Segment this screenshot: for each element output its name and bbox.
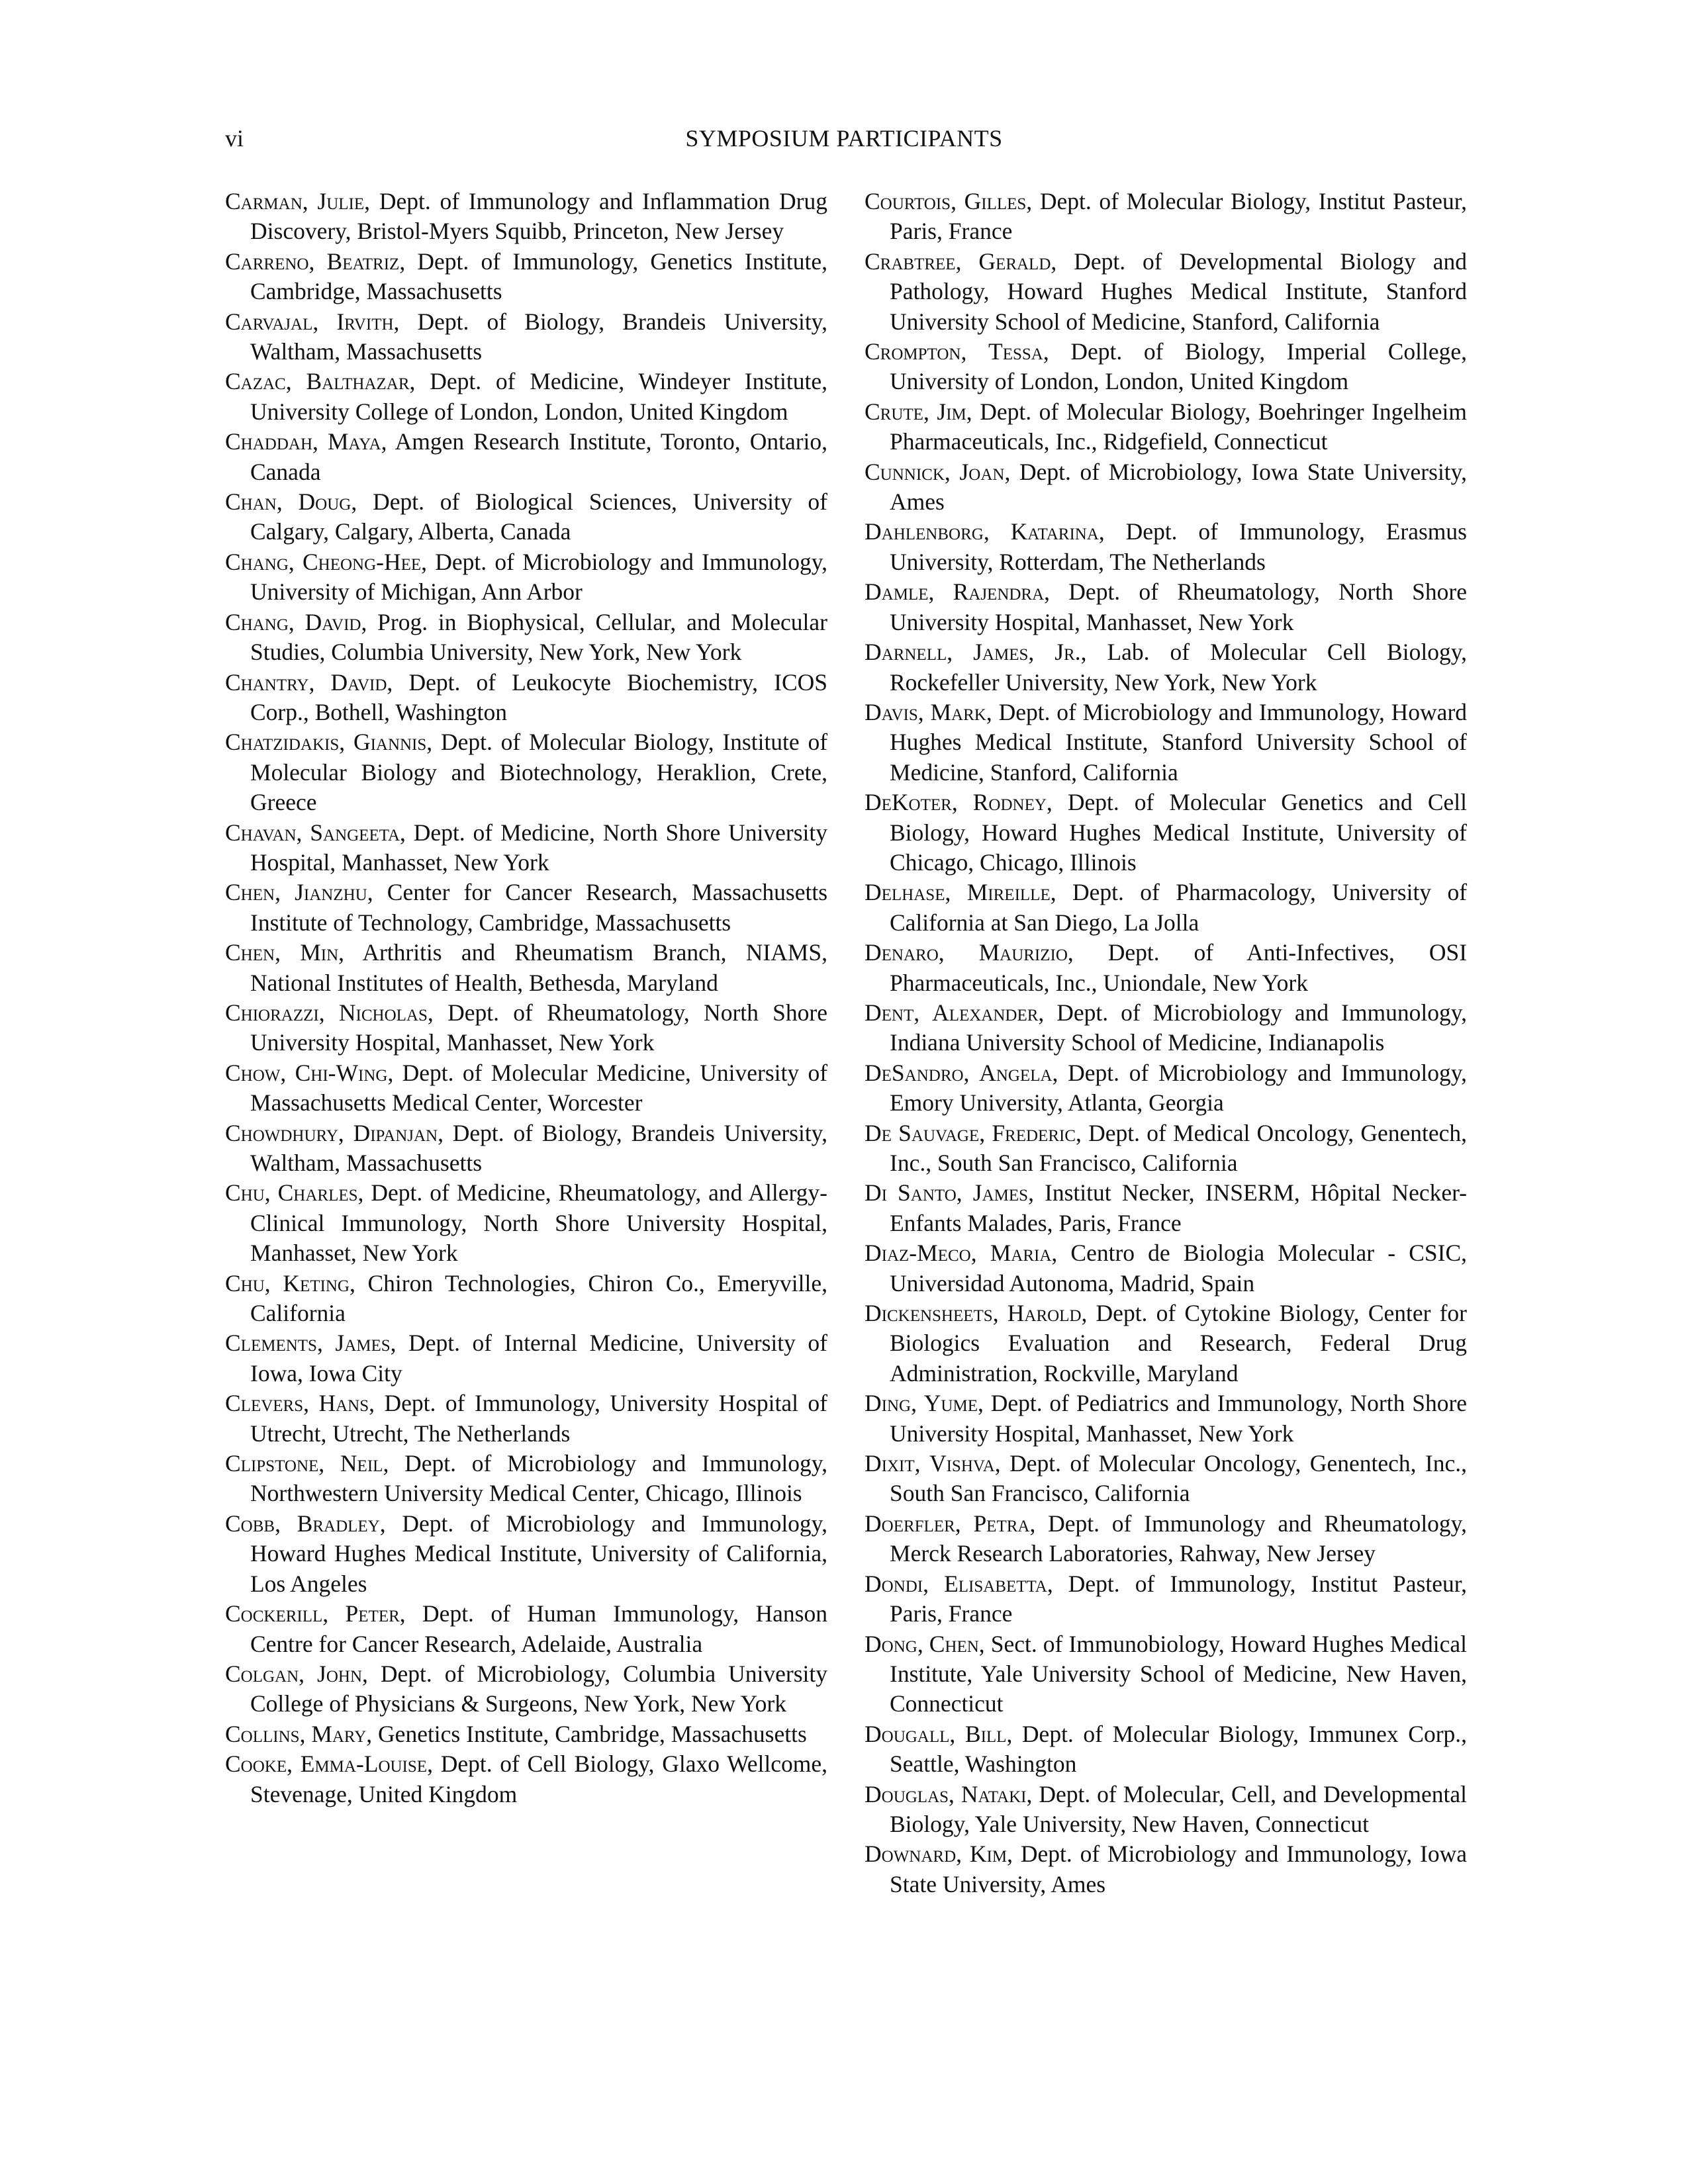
participant-given-name: Min xyxy=(300,939,339,966)
participant-given-name: Joan xyxy=(959,458,1005,485)
participant-given-name: Rajendra xyxy=(953,578,1045,606)
participant-entry: Chaddah, Maya, Amgen Research Institute, Toronto, Ontario, Canada xyxy=(225,428,828,485)
participant-given-name: Hans xyxy=(318,1390,369,1417)
participant-surname: Collins xyxy=(225,1720,300,1747)
participant-surname: Dixit xyxy=(865,1450,915,1477)
participant-surname: Douglas xyxy=(865,1780,949,1807)
participant-entry: DeKoter, Rodney, Dept. of Molecular Genetics and Cell Biology, Howard Hughes Medical Institute, University of Chicago, Chicago, Illinois xyxy=(865,789,1468,876)
participant-given-name: Gerald xyxy=(978,248,1051,275)
participant-affiliation: Dept. of Molecular Genetics and Cell Biology, Howard Hughes Medical Institute, University of Chicago, Chicago, Illinois xyxy=(890,789,1468,876)
participant-entry: Chen, Jianzhu, Center for Cancer Research, Massachusetts Institute of Technology, Cambridge, Massachusetts xyxy=(225,879,828,936)
participant-entry: Cooke, Emma-Louise, Dept. of Cell Biology, Glaxo Wellcome, Stevenage, United Kingdom xyxy=(225,1751,828,1807)
participant-given-name: Gilles xyxy=(964,188,1027,214)
participant-given-name: Maurizio xyxy=(978,939,1068,966)
participant-surname: Dent xyxy=(865,999,914,1026)
participant-entry: Dondi, Elisabetta, Dept. of Immunology, Institut Pasteur, Paris, France xyxy=(865,1570,1468,1627)
participant-surname: Colgan xyxy=(225,1660,299,1687)
participant-entry: Cockerill, Peter, Dept. of Human Immunology, Hanson Centre for Cancer Research, Adelaide, Australia xyxy=(225,1600,827,1657)
participant-affiliation: Dept. of Human Immunology, Hanson Centre for Cancer Research, Adelaide, Australia xyxy=(250,1600,827,1657)
participant-given-name: Yume xyxy=(923,1390,978,1417)
participant-affiliation: Dept. of Biology, Brandeis University, Waltham, Massachusetts xyxy=(250,1119,828,1176)
participant-affiliation: Dept. of Microbiology and Immunology, University of Michigan, Ann Arbor xyxy=(250,548,828,606)
participant-given-name: Petra xyxy=(973,1510,1030,1537)
participant-affiliation: Dept. of Immunology, University Hospital of Utrecht, Utrecht, The Netherlands xyxy=(250,1390,827,1447)
participant-affiliation: Dept. of Immunology and Inflammation Drug Discovery, Bristol-Myers Squibb, Princeton, New Jersey xyxy=(250,188,827,245)
participant-entry: Chang, Cheong-Hee, Dept. of Microbiology and Immunology, University of Michigan, Ann Arbor xyxy=(225,548,828,606)
participant-surname: De Sauvage xyxy=(865,1119,980,1146)
participant-affiliation: Dept. of Microbiology and Immunology, Iowa State University, Ames xyxy=(890,1841,1468,1897)
participant-entry: Doerfler, Petra, Dept. of Immunology and Rheumatology, Merck Research Laboratories, Rahway, New Jersey xyxy=(865,1510,1468,1567)
participant-affiliation: Dept. of Immunology and Rheumatology, Merck Research Laboratories, Rahway, New Jersey xyxy=(890,1510,1468,1567)
participant-surname: DeKoter xyxy=(865,789,952,816)
participant-entry: Davis, Mark, Dept. of Microbiology and Immunology, Howard Hughes Medical Institute, Stanford University School of Medicine, Stanford, California xyxy=(865,698,1468,786)
participant-given-name: Cheong-Hee xyxy=(303,548,422,575)
participant-surname: Carman xyxy=(225,188,303,214)
participant-given-name: Frederic xyxy=(992,1119,1076,1146)
participant-given-name: Nicholas xyxy=(338,999,428,1026)
participant-given-name: Julie xyxy=(317,188,365,214)
participant-entry: Di Santo, James, Institut Necker, INSERM, Hôpital Necker-Enfants Malades, Paris, France xyxy=(865,1179,1468,1236)
participant-surname: Dong xyxy=(865,1630,917,1657)
participant-affiliation: Dept. of Pharmacology, University of California at San Diego, La Jolla xyxy=(890,879,1468,936)
participant-entry: Chowdhury, Dipanjan, Dept. of Biology, Brandeis University, Waltham, Massachusetts xyxy=(225,1119,828,1176)
participant-given-name: Emma-Louise xyxy=(300,1751,428,1778)
participant-entry: Delhase, Mireille, Dept. of Pharmacology, University of California at San Diego, La Jolla xyxy=(865,879,1468,936)
participant-entry: Chu, Keting, Chiron Technologies, Chiron Co., Emeryville, California xyxy=(225,1269,827,1327)
participant-surname: Doerfler xyxy=(865,1510,955,1537)
participant-surname: Chang xyxy=(225,608,289,635)
participant-given-name: Mary xyxy=(311,1720,367,1747)
participant-affiliation: Dept. of Molecular Biology, Institut Pasteur, Paris, France xyxy=(890,188,1468,245)
participant-entry: Damle, Rajendra, Dept. of Rheumatology, North Shore University Hospital, Manhasset, New York xyxy=(865,578,1467,635)
participant-given-name: Mark xyxy=(930,698,986,725)
participant-surname: Clipstone xyxy=(225,1450,319,1477)
participant-surname: Crabtree xyxy=(865,248,956,275)
participant-affiliation: Dept. of Medicine, Rheumatology, and Allergy-Clinical Immunology, North Shore University Hospital, Manhasset, New York xyxy=(250,1179,828,1267)
participant-entry: Clements, James, Dept. of Internal Medicine, University of Iowa, Iowa City xyxy=(225,1330,828,1387)
participant-surname: Chiorazzi xyxy=(225,999,319,1026)
participant-affiliation: Dept. of Microbiology, Columbia University College of Physicians & Surgeons, New York, New York xyxy=(250,1660,828,1717)
participant-given-name: James xyxy=(335,1330,391,1357)
participant-given-name: Mireille xyxy=(966,879,1051,906)
participant-affiliation: Dept. of Developmental Biology and Pathology, Howard Hughes Medical Institute, Stanford University School of Medicine, Stanford, California xyxy=(890,248,1467,335)
participant-given-name: Harold xyxy=(1007,1300,1082,1327)
participant-surname: Chaddah xyxy=(225,428,313,455)
participant-surname: Downard xyxy=(865,1841,957,1868)
participant-surname: Crompton xyxy=(865,338,961,365)
participant-affiliation: Dept. of Medicine, Windeyer Institute, University College of London, London, United Kingdom xyxy=(250,368,828,425)
participant-surname: Denaro xyxy=(865,939,939,966)
participant-surname: Clements xyxy=(225,1330,317,1357)
participant-surname: Chavan xyxy=(225,819,297,846)
participant-given-name: Chen xyxy=(929,1630,979,1657)
participant-entry: Chantry, David, Dept. of Leukocyte Biochemistry, ICOS Corp., Bothell, Washington xyxy=(225,668,828,725)
participant-given-name: Giannis xyxy=(353,729,427,756)
participant-affiliation: Dept. of Rheumatology, North Shore University Hospital, Manhasset, New York xyxy=(890,578,1467,635)
participant-given-name: David xyxy=(330,668,387,696)
participant-entry: Carman, Julie, Dept. of Immunology and Inflammation Drug Discovery, Bristol-Myers Squibb, Princeton, New Jersey xyxy=(225,188,827,245)
participant-surname: Dahlenborg xyxy=(865,518,984,545)
participant-affiliation: Dept. of Molecular, Cell, and Developmental Biology, Yale University, New Haven, Connecticut xyxy=(890,1780,1468,1837)
running-title: SYMPOSIUM PARTICIPANTS xyxy=(685,125,1003,152)
participant-affiliation: Dept. of Microbiology, Iowa State University, Ames xyxy=(890,458,1467,516)
participant-surname: Cazac xyxy=(225,368,286,395)
participant-entry: Chiorazzi, Nicholas, Dept. of Rheumatology, North Shore University Hospital, Manhasset, New York xyxy=(225,999,828,1056)
participant-affiliation: Dept. of Immunology, Erasmus University, Rotterdam, The Netherlands xyxy=(890,518,1467,575)
participant-entry: Crompton, Tessa, Dept. of Biology, Imperial College, University of London, London, United Kingdom xyxy=(865,338,1468,395)
participant-surname: Chatzidakis xyxy=(225,729,340,756)
participant-entry: Chang, David, Prog. in Biophysical, Cellular, and Molecular Studies, Columbia University, New York, New York xyxy=(225,608,827,666)
participant-entry: Chow, Chi-Wing, Dept. of Molecular Medicine, University of Massachusetts Medical Center, Worcester xyxy=(225,1059,828,1116)
participant-entry: Chen, Min, Arthritis and Rheumatism Branch, NIAMS, National Institutes of Health, Bethesda, Maryland xyxy=(225,939,827,996)
participant-entry: Chan, Doug, Dept. of Biological Sciences, University of Calgary, Calgary, Alberta, Canada xyxy=(225,488,828,545)
participant-entry: DeSandro, Angela, Dept. of Microbiology and Immunology, Emory University, Atlanta, Georgia xyxy=(865,1059,1468,1116)
participant-affiliation: Dept. of Medical Oncology, Genentech, Inc., South San Francisco, California xyxy=(890,1119,1468,1176)
participant-affiliation: Dept. of Rheumatology, North Shore University Hospital, Manhasset, New York xyxy=(250,999,828,1056)
participant-given-name: Irvith xyxy=(336,308,394,335)
participant-entry: Chavan, Sangeeta, Dept. of Medicine, North Shore University Hospital, Manhasset, New York xyxy=(225,819,828,876)
participant-affiliation: Dept. of Molecular Oncology, Genentech, Inc., South San Francisco, California xyxy=(890,1450,1467,1507)
participant-surname: Ding xyxy=(865,1390,912,1417)
participant-affiliation: Prog. in Biophysical, Cellular, and Molecular Studies, Columbia University, New York, New York xyxy=(250,608,827,666)
participant-surname: Di Santo xyxy=(865,1179,957,1206)
participant-affiliation: Dept. of Cell Biology, Glaxo Wellcome, Stevenage, United Kingdom xyxy=(250,1751,828,1807)
participant-entry: Collins, Mary, Genetics Institute, Cambridge, Massachusetts xyxy=(225,1720,807,1747)
participant-entry: Douglas, Nataki, Dept. of Molecular, Cell, and Developmental Biology, Yale University, New Haven, Connecticut xyxy=(865,1780,1468,1837)
participant-surname: Carvajal xyxy=(225,308,313,335)
participant-surname: Dickensheets xyxy=(865,1300,993,1327)
participant-affiliation: Dept. of Molecular Medicine, University of Massachusetts Medical Center, Worcester xyxy=(250,1059,828,1116)
participant-surname: Chen xyxy=(225,939,275,966)
participant-given-name: Kim xyxy=(969,1841,1008,1868)
participant-surname: Dougall xyxy=(865,1720,950,1747)
participant-given-name: Dipanjan xyxy=(353,1119,438,1146)
participant-affiliation: Dept. of Biology, Imperial College, University of London, London, United Kingdom xyxy=(890,338,1468,395)
participant-entry: Dixit, Vishva, Dept. of Molecular Oncology, Genentech, Inc., South San Francisco, California xyxy=(865,1450,1467,1507)
participant-entry: Dong, Chen, Sect. of Immunobiology, Howard Hughes Medical Institute, Yale University School of Medicine, New Haven, Connecticut xyxy=(865,1630,1467,1717)
participant-affiliation: Chiron Technologies, Chiron Co., Emeryville, California xyxy=(250,1269,827,1327)
participant-surname: Courtois xyxy=(865,188,951,214)
participant-affiliation: Dept. of Pediatrics and Immunology, North Shore University Hospital, Manhasset, New York xyxy=(890,1390,1468,1447)
participant-affiliation: Dept. of Microbiology and Immunology, Howard Hughes Medical Institute, Stanford University School of Medicine, Stanford, California xyxy=(890,698,1468,786)
participant-affiliation: Dept. of Medicine, North Shore University Hospital, Manhasset, New York xyxy=(250,819,828,876)
participant-surname: Chan xyxy=(225,488,277,516)
participant-entry: Denaro, Maurizio, Dept. of Anti-Infectives, OSI Pharmaceuticals, Inc., Uniondale, New York xyxy=(865,939,1468,996)
participant-affiliation: Dept. of Microbiology and Immunology, Northwestern University Medical Center, Chicago, Illinois xyxy=(250,1450,828,1507)
participant-affiliation: Dept. of Molecular Biology, Boehringer Ingelheim Pharmaceuticals, Inc., Ridgefield, Connecticut xyxy=(890,398,1468,455)
participant-given-name: Elisabetta xyxy=(944,1570,1047,1597)
participant-affiliation: Dept. of Leukocyte Biochemistry, ICOS Corp., Bothell, Washington xyxy=(250,668,828,725)
participant-entry: Downard, Kim, Dept. of Microbiology and Immunology, Iowa State University, Ames xyxy=(865,1841,1468,1897)
participant-given-name: Balthazar xyxy=(306,368,410,395)
participant-given-name: Maya xyxy=(327,428,381,455)
participant-surname: Crute xyxy=(865,398,923,425)
participant-given-name: Doug xyxy=(298,488,352,516)
participant-affiliation: Dept. of Microbiology and Immunology, Emory University, Atlanta, Georgia xyxy=(890,1059,1468,1116)
participant-given-name: Angela xyxy=(979,1059,1053,1086)
participant-entry: Darnell, James, Jr., Lab. of Molecular Cell Biology, Rockefeller University, New York, New York xyxy=(865,639,1468,696)
participant-given-name: Jim xyxy=(937,398,966,425)
participant-given-name: Katarina xyxy=(1010,518,1099,545)
participant-surname: Chang xyxy=(225,548,289,575)
participant-given-name: Neil xyxy=(340,1450,383,1477)
participant-affiliation: Dept. of Cytokine Biology, Center for Biologics Evaluation and Research, Federal Drug Administration, Rockville, Maryland xyxy=(890,1300,1468,1387)
participant-entry: Dougall, Bill, Dept. of Molecular Biology, Immunex Corp., Seattle, Washington xyxy=(865,1720,1468,1778)
participant-entry: Dahlenborg, Katarina, Dept. of Immunology, Erasmus University, Rotterdam, The Netherlands xyxy=(865,518,1467,575)
participant-given-name: David xyxy=(305,608,361,635)
participant-surname: Diaz-Meco xyxy=(865,1240,971,1267)
participant-affiliation: Amgen Research Institute, Toronto, Ontario, Canada xyxy=(250,428,828,485)
participant-entry: Carvajal, Irvith, Dept. of Biology, Brandeis University, Waltham, Massachusetts xyxy=(225,308,828,365)
participant-affiliation: Dept. of Anti-Infectives, OSI Pharmaceuticals, Inc., Uniondale, New York xyxy=(890,939,1468,996)
participant-given-name: Bradley xyxy=(297,1510,380,1537)
participant-given-name: Chi-Wing xyxy=(295,1059,388,1086)
participant-entry: Cunnick, Joan, Dept. of Microbiology, Iowa State University, Ames xyxy=(865,458,1467,516)
participant-surname: Delhase xyxy=(865,879,945,906)
participant-affiliation: Sect. of Immunobiology, Howard Hughes Medical Institute, Yale University School of Medicine, New Haven, Connecticut xyxy=(890,1630,1467,1717)
participant-surname: Cobb xyxy=(225,1510,275,1537)
participant-affiliation: Dept. of Biological Sciences, University of Calgary, Calgary, Alberta, Canada xyxy=(250,488,828,545)
participant-entry: Diaz-Meco, Maria, Centro de Biologia Molecular - CSIC, Universidad Autonoma, Madrid, Spain xyxy=(865,1240,1467,1297)
participant-surname: Carreno xyxy=(225,248,309,275)
participant-affiliation: Dept. of Immunology, Genetics Institute, Cambridge, Massachusetts xyxy=(250,248,828,305)
participant-surname: Chantry xyxy=(225,668,309,696)
participant-given-name: Sangeeta xyxy=(310,819,400,846)
participant-surname: Chow xyxy=(225,1059,281,1086)
participant-affiliation: Center for Cancer Research, Massachusetts Institute of Technology, Cambridge, Massachusetts xyxy=(250,879,828,936)
participant-entry: Dickensheets, Harold, Dept. of Cytokine Biology, Center for Biologics Evaluation and Research, Federal Drug Administration, Rockville, Maryland xyxy=(865,1300,1468,1387)
participant-entry: Cobb, Bradley, Dept. of Microbiology and Immunology, Howard Hughes Medical Institute, University of California, Los Angeles xyxy=(225,1510,828,1597)
participant-given-name: Jianzhu xyxy=(295,879,367,906)
participant-surname: Darnell xyxy=(865,639,947,666)
participant-surname: Chen xyxy=(225,879,275,906)
participant-surname: Cunnick xyxy=(865,458,945,485)
participant-affiliation: Dept. of Microbiology and Immunology, Indiana University School of Medicine, Indianapolis xyxy=(890,999,1468,1056)
participant-affiliation: Centro de Biologia Molecular - CSIC, Universidad Autonoma, Madrid, Spain xyxy=(890,1240,1467,1297)
participant-affiliation: Dept. of Immunology, Institut Pasteur, Paris, France xyxy=(890,1570,1468,1627)
participant-entry: Crabtree, Gerald, Dept. of Developmental Biology and Pathology, Howard Hughes Medical Institute, Stanford University School of Medicine, Stanford, California xyxy=(865,248,1467,335)
participant-affiliation: Arthritis and Rheumatism Branch, NIAMS, National Institutes of Health, Bethesda, Maryland xyxy=(250,939,827,996)
participant-entry: Dent, Alexander, Dept. of Microbiology and Immunology, Indiana University School of Medicine, Indianapolis xyxy=(865,999,1468,1056)
participant-entry: Clevers, Hans, Dept. of Immunology, University Hospital of Utrecht, Utrecht, The Netherlands xyxy=(225,1390,827,1447)
participant-affiliation: Dept. of Molecular Biology, Immunex Corp., Seattle, Washington xyxy=(890,1720,1468,1778)
participant-surname: Chowdhury xyxy=(225,1119,338,1146)
page-number: vi xyxy=(225,125,244,152)
participant-affiliation: Institut Necker, INSERM, Hôpital Necker-Enfants Malades, Paris, France xyxy=(890,1179,1468,1236)
participant-given-name: John xyxy=(317,1660,363,1687)
participant-given-name: Keting xyxy=(283,1269,350,1297)
participant-surname: Cooke xyxy=(225,1751,287,1778)
participant-entry: Clipstone, Neil, Dept. of Microbiology and Immunology, Northwestern University Medical Center, Chicago, Illinois xyxy=(225,1450,828,1507)
participant-given-name: Charles xyxy=(277,1179,358,1206)
participant-given-name: Alexander xyxy=(932,999,1039,1026)
participant-surname: Dondi xyxy=(865,1570,923,1597)
participant-entry: Courtois, Gilles, Dept. of Molecular Biology, Institut Pasteur, Paris, France xyxy=(865,188,1468,245)
participant-affiliation: Dept. of Internal Medicine, University of Iowa, Iowa City xyxy=(250,1330,828,1387)
participant-given-name: Vishva xyxy=(929,1450,995,1477)
participant-affiliation: Dept. of Microbiology and Immunology, Howard Hughes Medical Institute, University of California, Los Angeles xyxy=(250,1510,828,1597)
participant-entry: Cazac, Balthazar, Dept. of Medicine, Windeyer Institute, University College of London, London, United Kingdom xyxy=(225,368,828,425)
participant-entry: Colgan, John, Dept. of Microbiology, Columbia University College of Physicians & Surgeons, New York, New York xyxy=(225,1660,828,1717)
participant-entry: De Sauvage, Frederic, Dept. of Medical Oncology, Genentech, Inc., South San Francisco, California xyxy=(865,1119,1468,1176)
participant-affiliation: Lab. of Molecular Cell Biology, Rockefeller University, New York, New York xyxy=(890,639,1468,696)
participant-entry: Chatzidakis, Giannis, Dept. of Molecular Biology, Institute of Molecular Biology and Biotechnology, Heraklion, Crete, Greece xyxy=(225,729,828,816)
participant-entry: Carreno, Beatriz, Dept. of Immunology, Genetics Institute, Cambridge, Massachusetts xyxy=(225,248,828,305)
participant-surname: Davis xyxy=(865,698,918,725)
participant-surname: Cockerill xyxy=(225,1600,323,1627)
participant-given-name: Rodney xyxy=(972,789,1047,816)
participant-given-name: Tessa xyxy=(988,338,1043,365)
participant-surname: Damle xyxy=(865,578,929,606)
participant-surname: Chu xyxy=(225,1179,265,1206)
participant-entry: Chu, Charles, Dept. of Medicine, Rheumatology, and Allergy-Clinical Immunology, North Shore University Hospital, Manhasset, New York xyxy=(225,1179,828,1267)
participants-left-column xyxy=(225,187,827,1809)
participant-entry: Crute, Jim, Dept. of Molecular Biology, Boehringer Ingelheim Pharmaceuticals, Inc., Ridgefield, Connecticut xyxy=(865,398,1468,455)
participant-affiliation: Dept. of Biology, Brandeis University, Waltham, Massachusetts xyxy=(250,308,828,365)
participants-right-column xyxy=(865,187,1467,1899)
participant-given-name: Nataki xyxy=(961,1780,1027,1807)
participant-given-name: Bill xyxy=(964,1720,1007,1747)
participant-surname: Clevers xyxy=(225,1390,304,1417)
participant-given-name: James xyxy=(972,1179,1029,1206)
participant-given-name: Beatriz xyxy=(326,248,400,275)
participant-given-name: Maria xyxy=(990,1240,1052,1267)
participant-surname: DeSandro xyxy=(865,1059,964,1086)
participant-surname: Chu xyxy=(225,1269,265,1297)
participant-given-name: James, Jr. xyxy=(973,639,1081,666)
participant-given-name: Peter xyxy=(345,1600,400,1627)
participant-affiliation: Genetics Institute, Cambridge, Massachusetts xyxy=(378,1720,807,1747)
participant-affiliation: Dept. of Molecular Biology, Institute of Molecular Biology and Biotechnology, Heraklion, Crete, Greece xyxy=(250,729,828,816)
participant-entry: Ding, Yume, Dept. of Pediatrics and Immunology, North Shore University Hospital, Manhasset, New York xyxy=(865,1390,1468,1447)
